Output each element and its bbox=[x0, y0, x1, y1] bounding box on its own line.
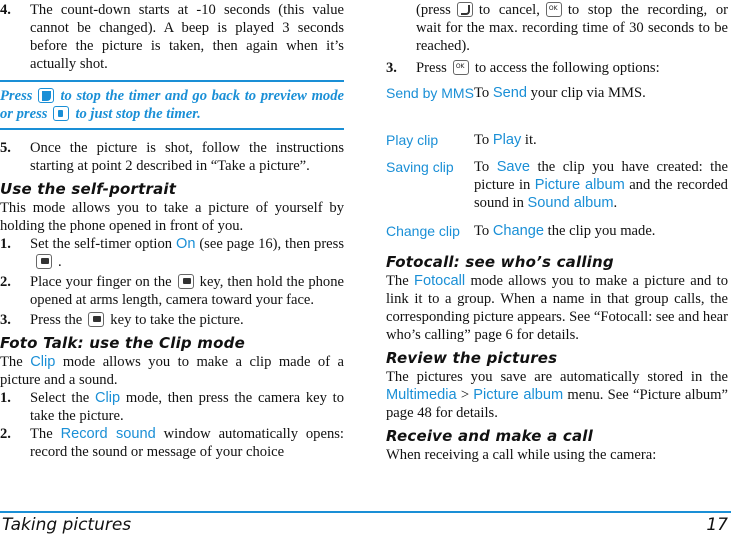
camera-key-icon bbox=[36, 254, 52, 269]
footer-rule bbox=[0, 511, 731, 513]
option-saving-clip: Saving clip bbox=[386, 159, 454, 175]
self-portrait-step-2: 2. Place your finger on the key, then hold the phone opened at arms length, camera toward your face. bbox=[0, 274, 344, 308]
step-5: 5. Once the picture is shot, follow the instructions starting at point 2 described in “Take a picture”. bbox=[0, 140, 344, 174]
step-2-continued: (press to cancel,OK to stop the recording, or wait for the max. recording time of 30 seconds to be reached). bbox=[386, 1, 728, 55]
page-number: 17 bbox=[706, 515, 728, 535]
option-row: Send by MMS To Send your clip via MMS. bbox=[386, 84, 728, 131]
self-portrait-intro: This mode allows you to take a picture of yourself by holding the phone opened in front of you. bbox=[0, 200, 344, 234]
review-text: The pictures you save are automatically stored in the Multimedia > Picture album menu. See “Picture album” page 48 for details. bbox=[386, 369, 729, 421]
camera-key-icon bbox=[88, 312, 104, 327]
section-heading-clip-mode: Foto Talk: use the Clip mode bbox=[0, 334, 245, 352]
ok-key-icon bbox=[453, 60, 469, 75]
section-heading-self-portrait: Use the self-portrait bbox=[0, 180, 177, 198]
section-heading-review: Review the pictures bbox=[386, 349, 558, 367]
self-portrait-step-1: 1. Set the self-timer option On (see page 16), then press. bbox=[0, 236, 345, 270]
receive-call-text: When receiving a call while using the camera: bbox=[386, 447, 657, 463]
clip-step-3: 3. PressOK to access the following options: bbox=[386, 59, 728, 77]
section-heading-receive-call: Receive and make a call bbox=[386, 427, 593, 445]
option-change-clip: Change clip bbox=[386, 223, 460, 239]
option-row: Change clip To Change the clip you made. bbox=[386, 222, 728, 250]
right-column bbox=[386, 0, 728, 464]
footer-section-title: Taking pictures bbox=[2, 515, 132, 535]
ok-key-icon bbox=[546, 2, 562, 17]
option-send-by-mms: Send by MMS bbox=[386, 85, 474, 101]
clip-options-table bbox=[386, 84, 728, 250]
clip-step-1: 1. Select the Clip mode, then press the camera key to take the picture. bbox=[0, 390, 345, 424]
hang-up-key-icon bbox=[38, 88, 54, 103]
option-row: Play clip To Play it. bbox=[386, 131, 728, 158]
tip-note: Press to stop the timer and go back to preview mode or press to just stop the timer. bbox=[0, 80, 344, 130]
clip-mode-intro: The Clip mode allows you to make a clip made of a picture and a sound. bbox=[0, 354, 345, 388]
step-4: 4. The count-down starts at -10 seconds (this value cannot be changed). A beep is played 3 seconds before the picture is taken, then again when it’s actually shot. bbox=[0, 2, 344, 72]
hang-up-key-icon bbox=[457, 2, 473, 17]
section-heading-fotocall: Fotocall: see who’s calling bbox=[386, 253, 614, 271]
left-column bbox=[0, 0, 344, 461]
option-row: Saving clip To Save the clip you have created: the picture in Picture album and the recorded sound in Sound album. bbox=[386, 158, 728, 222]
self-portrait-step-3: 3. Press the key to take the picture. bbox=[0, 312, 244, 328]
clip-step-2: 2. The Record sound window automatically opens: record the sound or message of your choice bbox=[0, 426, 344, 460]
camera-key-icon bbox=[178, 274, 194, 289]
side-key-icon bbox=[53, 106, 69, 121]
option-play-clip: Play clip bbox=[386, 132, 439, 148]
fotocall-text: The Fotocall mode allows you to make a picture and to link it to a group. When a name in that group calls, the corresponding picture appears. See “Fotocall: see and hear who’s calling” page 6 for details. bbox=[386, 273, 729, 343]
